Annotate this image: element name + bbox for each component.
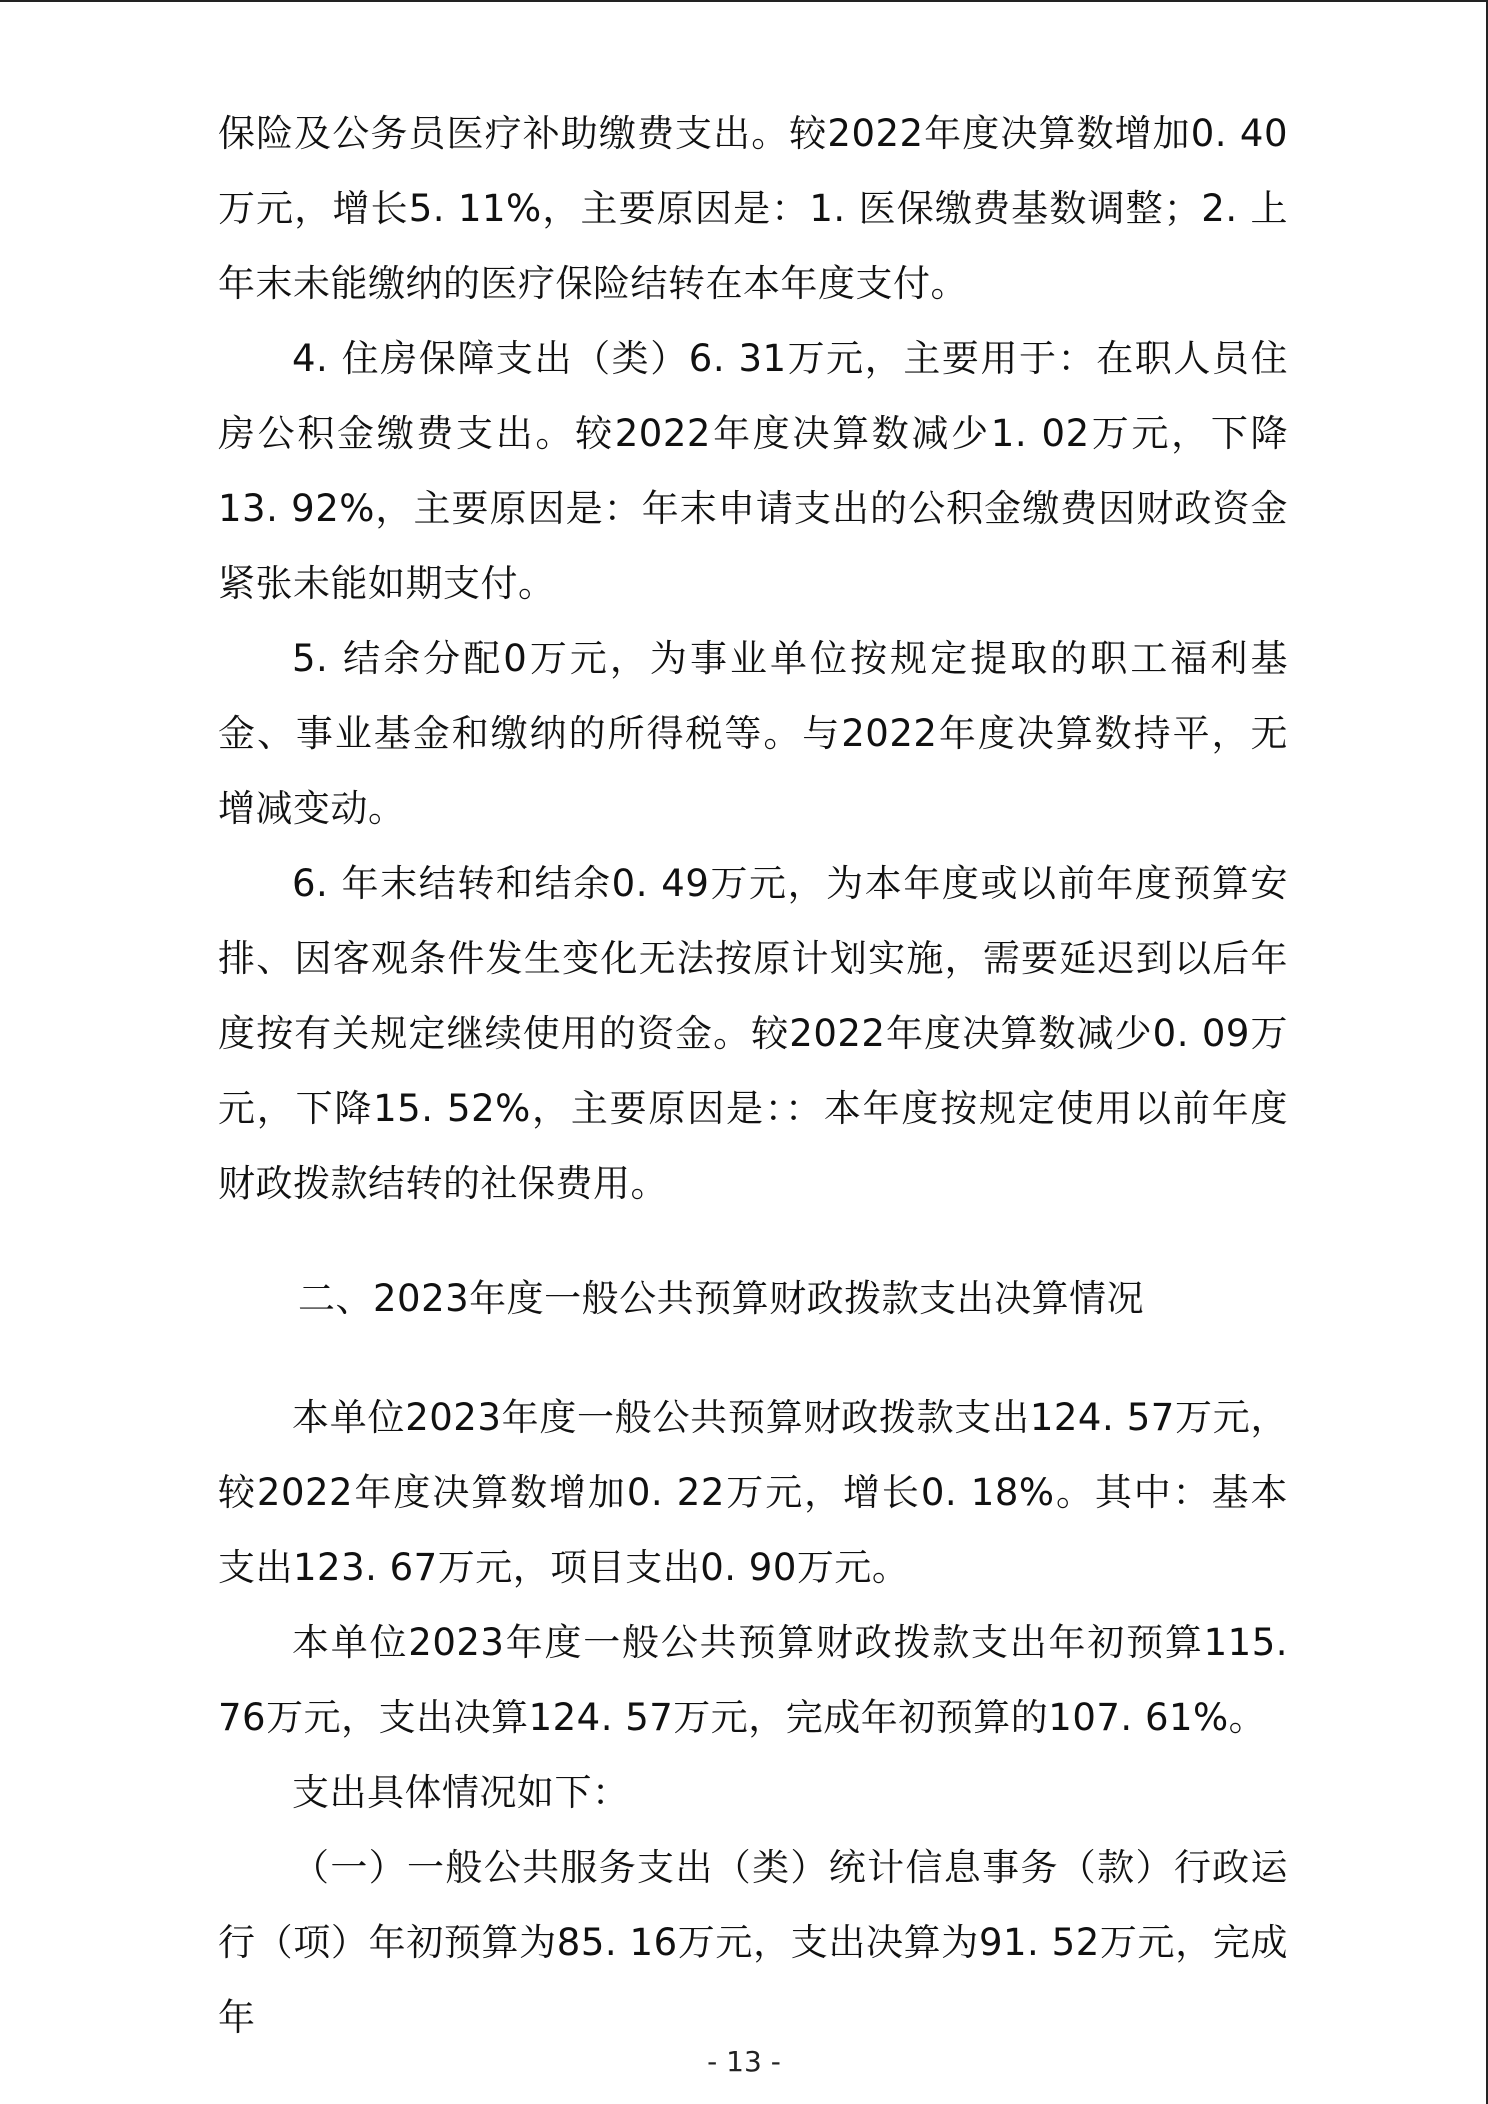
paragraph-budget-completion: 本单位2023年度一般公共预算财政拨款支出年初预算115. 76万元，支出决算124. 57万元，完成年初预算的107. 61%。 bbox=[218, 1621, 1288, 1739]
paragraph-medical-insurance: 保险及公务员医疗补助缴费支出。较2022年度决算数增加0. 40万元，增长5. 11%，主要原因是：1. 医保缴费基数调整；2. 上年末未能缴纳的医疗保险结转在本年度支付。 bbox=[218, 112, 1288, 305]
paragraph-year-end-balance: 6. 年末结转和结余0. 49万元，为本年度或以前年度预算安排、因客观条件发生变化无法按原计划实施，需要延迟到以后年度按有关规定继续使用的资金。较2022年度决算数减少0. 09万元，下降15. 52%，主要原因是：：本年度按规定使用以前年度财政拨款结转的社保费用。 bbox=[218, 862, 1288, 1205]
page-number: - 13 - bbox=[707, 2045, 781, 2078]
document-body bbox=[218, 96, 1288, 2055]
paragraph-details-intro: 支出具体情况如下： bbox=[292, 1771, 630, 1814]
paragraph-surplus-distribution: 5. 结余分配0万元，为事业单位按规定提取的职工福利基金、事业基金和缴纳的所得税等。与2022年度决算数持平，无增减变动。 bbox=[218, 637, 1288, 830]
paragraph-housing-security: 4. 住房保障支出（类）6. 31万元，主要用于：在职人员住房公积金缴费支出。较2022年度决算数减少1. 02万元，下降13. 92%，主要原因是：年末申请支出的公积金缴费因财政资金紧张未能如期支付。 bbox=[218, 337, 1288, 605]
paragraph-general-budget-total: 本单位2023年度一般公共预算财政拨款支出124. 57万元，较2022年度决算数增加0. 22万元，增长0. 18%。其中：基本支出123. 67万元，项目支出0. 90万元。 bbox=[218, 1396, 1288, 1589]
section-heading: 二、2023年度一般公共预算财政拨款支出决算情况 bbox=[298, 1277, 1145, 1320]
paragraph-public-service-expense: （一）一般公共服务支出（类）统计信息事务（款）行政运行（项）年初预算为85. 16万元，支出决算为91. 52万元，完成年 bbox=[218, 1846, 1288, 2039]
